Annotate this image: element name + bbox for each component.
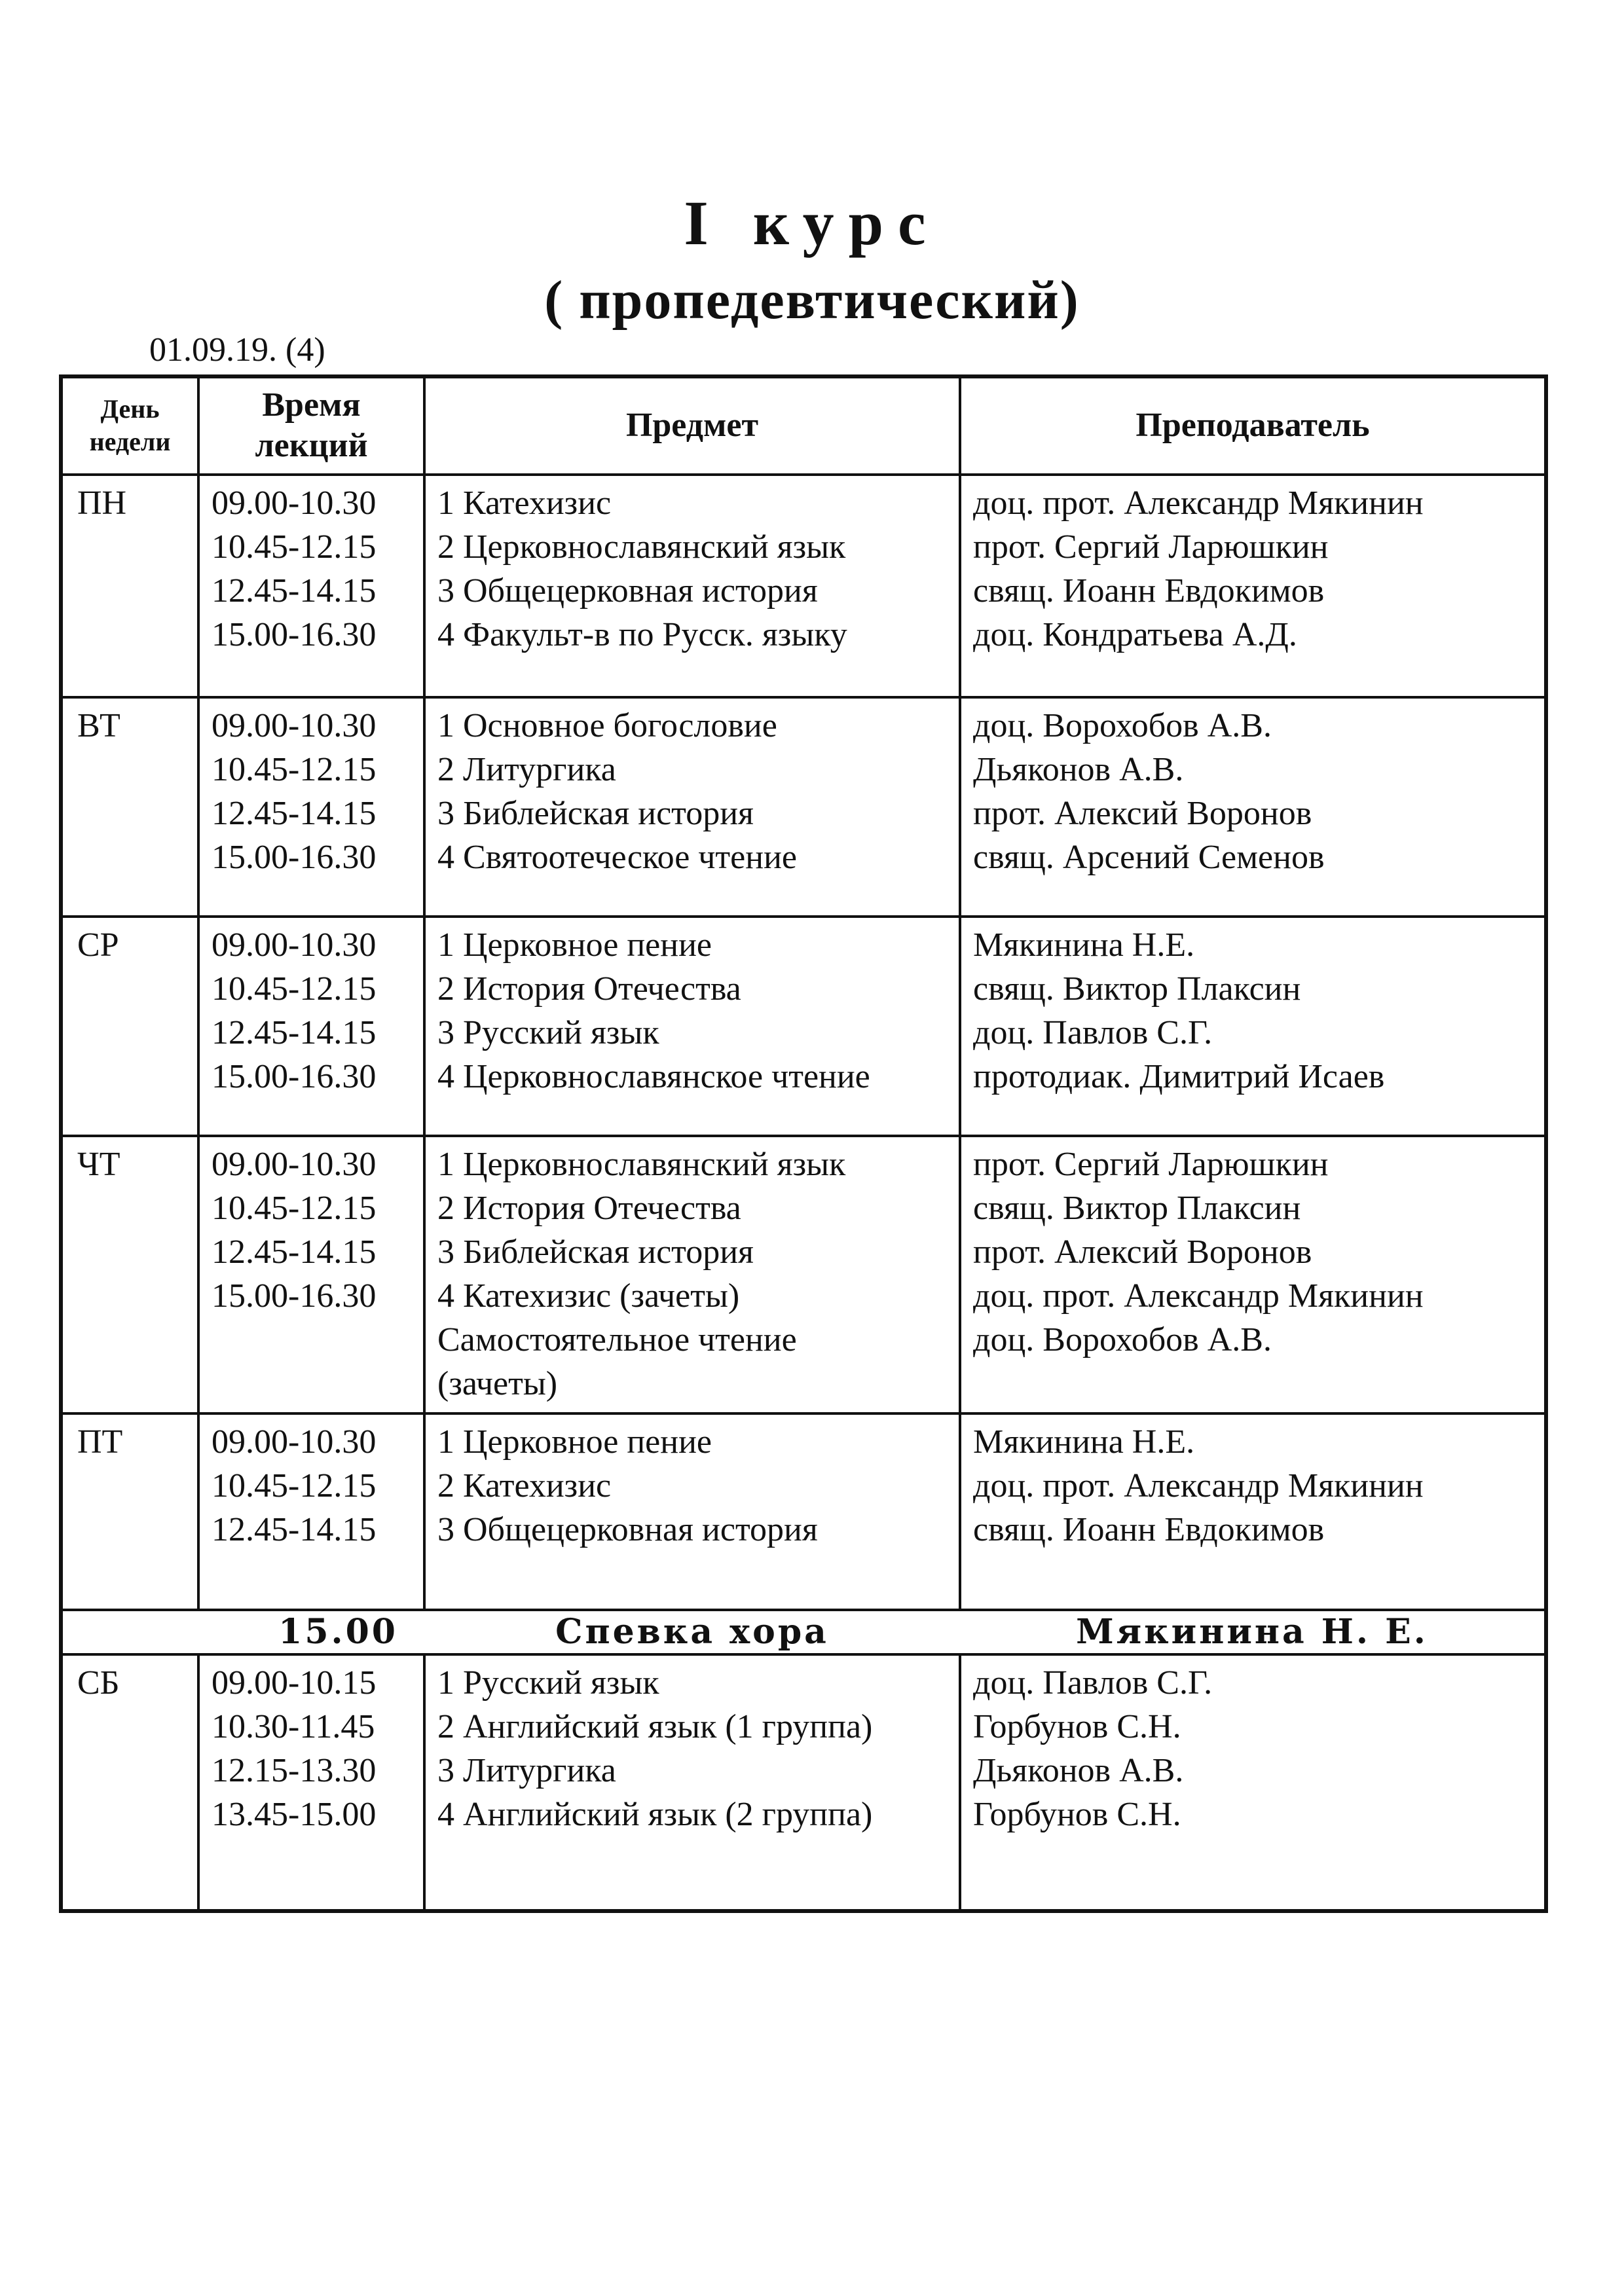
subject-cell: [424, 1413, 960, 1610]
time-slot: 10.45-12.15: [212, 1190, 377, 1227]
time-slot: 10.45-12.15: [212, 970, 377, 1008]
teacher-item: свящ. Арсений Семенов: [973, 839, 1325, 876]
schedule-table: [59, 374, 1548, 1913]
subject-item: 1 Церковнославянский язык: [437, 1146, 846, 1183]
teacher-cell: [960, 697, 1546, 917]
subject-item: 2 Литургика: [437, 751, 616, 788]
column-header-teacher: Преподаватель: [960, 376, 1546, 475]
subject-item: 4 Церковнославянское чтение: [437, 1058, 870, 1095]
column-header-time: Время лекций: [198, 376, 424, 475]
time-cell: [198, 1413, 424, 1610]
day-cell: СР: [61, 917, 198, 1136]
page-subtitle: ( пропедевтический): [544, 270, 1080, 331]
day-cell: ПН: [61, 475, 198, 697]
teacher-item: свящ. Виктор Плаксин: [973, 1190, 1301, 1227]
table-row-thursday: [61, 1136, 1546, 1413]
subject-item: 3 Русский язык: [437, 1014, 659, 1051]
teacher-item: доц. Павлов С.Г.: [973, 1664, 1213, 1702]
subject-item: 2 Английский язык (1 группа): [437, 1708, 873, 1745]
time-cell: [198, 1136, 424, 1413]
subject-item: 4 Катехизис (зачеты): [437, 1277, 740, 1315]
header-row: [61, 376, 1546, 475]
time-slot: 10.45-12.15: [212, 751, 377, 788]
time-slot: 12.45-14.15: [212, 1511, 377, 1548]
day-cell: СБ: [61, 1654, 198, 1911]
teacher-cell: [960, 917, 1546, 1136]
teacher-item: доц. прот. Александр Мякинин: [973, 484, 1424, 522]
teacher-item: свящ. Иоанн Евдокимов: [973, 572, 1325, 610]
time-slot: 15.00-16.30: [212, 1058, 377, 1095]
subject-item: 1 Церковное пение: [437, 1423, 712, 1461]
table-row-monday: [61, 475, 1546, 697]
day-cell: ПТ: [61, 1413, 198, 1610]
subject-item: 2 Церковнославянский язык: [437, 528, 846, 566]
teacher-cell: [960, 1413, 1546, 1610]
subject-cell: [424, 1654, 960, 1911]
teacher-item: свящ. Виктор Плаксин: [973, 970, 1301, 1008]
subject-cell: [424, 1136, 960, 1413]
subject-item: 1 Основное богословие: [437, 707, 777, 744]
teacher-item: протодиак. Димитрий Исаев: [973, 1058, 1385, 1095]
teacher-item: прот. Алексий Воронов: [973, 795, 1312, 832]
document-date: 01.09.19. (4): [149, 331, 325, 369]
subject-cell: [424, 697, 960, 917]
time-slot: 15.00-16.30: [212, 1277, 377, 1315]
teacher-item: Горбунов С.Н.: [973, 1708, 1181, 1745]
teacher-item: Горбунов С.Н.: [973, 1796, 1181, 1833]
column-header-day: День недели: [61, 376, 198, 475]
subject-item: (зачеты): [437, 1365, 558, 1402]
table-row-wednesday: [61, 917, 1546, 1136]
time-slot: 12.45-14.15: [212, 1233, 377, 1271]
choir-rehearsal-row: [61, 1610, 1546, 1654]
subject-item: 1 Катехизис: [437, 484, 612, 522]
table-row-friday: [61, 1413, 1546, 1610]
teacher-item: прот. Сергий Ларюшкин: [973, 1146, 1329, 1183]
teacher-item: Дьяконов А.В.: [973, 751, 1184, 788]
time-cell: [198, 697, 424, 917]
subject-item: Самостоятельное чтение: [437, 1321, 797, 1358]
teacher-item: Мякинина Н.Е.: [973, 926, 1195, 964]
time-slot: 09.00-10.30: [212, 707, 377, 744]
time-slot: 12.45-14.15: [212, 1014, 377, 1051]
teacher-item: доц. Павлов С.Г.: [973, 1014, 1213, 1051]
table-row-tuesday: [61, 697, 1546, 917]
teacher-item: прот. Сергий Ларюшкин: [973, 528, 1329, 566]
subject-item: 4 Факульт-в по Русск. языку: [437, 616, 847, 653]
note-teacher: Мякинина Н. Е.: [960, 1610, 1546, 1654]
table-row-saturday: [61, 1654, 1546, 1911]
note-spacer: [61, 1610, 198, 1654]
teacher-cell: [960, 1136, 1546, 1413]
page-title: I курс: [684, 188, 940, 258]
time-slot: 10.45-12.15: [212, 1467, 377, 1504]
subject-item: 3 Общецерковная история: [437, 572, 818, 610]
time-slot: 15.00-16.30: [212, 839, 377, 876]
subject-item: 2 История Отечества: [437, 1190, 741, 1227]
day-cell: ЧТ: [61, 1136, 198, 1413]
teacher-item: доц. Кондратьева А.Д.: [973, 616, 1297, 653]
teacher-item: доц. Ворохобов А.В.: [973, 1321, 1272, 1358]
time-slot: 10.45-12.15: [212, 528, 377, 566]
teacher-item: Мякинина Н.Е.: [973, 1423, 1195, 1461]
time-slot: 12.45-14.15: [212, 795, 377, 832]
time-slot: 12.45-14.15: [212, 572, 377, 610]
time-slot: 09.00-10.30: [212, 1423, 377, 1461]
teacher-item: свящ. Иоанн Евдокимов: [973, 1511, 1325, 1548]
time-slot: 10.30-11.45: [212, 1708, 375, 1745]
time-cell: [198, 1654, 424, 1911]
subject-item: 4 Святоотеческое чтение: [437, 839, 797, 876]
subject-item: 1 Русский язык: [437, 1664, 659, 1702]
teacher-item: доц. Ворохобов А.В.: [973, 707, 1272, 744]
time-slot: 09.00-10.30: [212, 1146, 377, 1183]
column-header-subject: Предмет: [424, 376, 960, 475]
note-time: 15.00: [198, 1610, 424, 1654]
subject-cell: [424, 917, 960, 1136]
subject-cell: [424, 475, 960, 697]
time-slot: 09.00-10.30: [212, 926, 377, 964]
teacher-cell: [960, 1654, 1546, 1911]
subject-item: 4 Английский язык (2 группа): [437, 1796, 873, 1833]
teacher-item: доц. прот. Александр Мякинин: [973, 1467, 1424, 1504]
subject-item: 3 Библейская история: [437, 1233, 754, 1271]
note-event: Спевка хора: [424, 1610, 960, 1654]
subject-item: 2 Катехизис: [437, 1467, 612, 1504]
teacher-cell: [960, 475, 1546, 697]
teacher-item: прот. Алексий Воронов: [973, 1233, 1312, 1271]
subject-item: 2 История Отечества: [437, 970, 741, 1008]
time-slot: 12.15-13.30: [212, 1752, 377, 1789]
time-slot: 15.00-16.30: [212, 616, 377, 653]
subject-item: 1 Церковное пение: [437, 926, 712, 964]
subject-item: 3 Общецерковная история: [437, 1511, 818, 1548]
time-cell: [198, 917, 424, 1136]
time-slot: 09.00-10.30: [212, 484, 377, 522]
subject-item: 3 Библейская история: [437, 795, 754, 832]
time-slot: 13.45-15.00: [212, 1796, 377, 1833]
subject-item: 3 Литургика: [437, 1752, 616, 1789]
time-cell: [198, 475, 424, 697]
teacher-item: доц. прот. Александр Мякинин: [973, 1277, 1424, 1315]
day-cell: ВТ: [61, 697, 198, 917]
teacher-item: Дьяконов А.В.: [973, 1752, 1184, 1789]
time-slot: 09.00-10.15: [212, 1664, 377, 1702]
